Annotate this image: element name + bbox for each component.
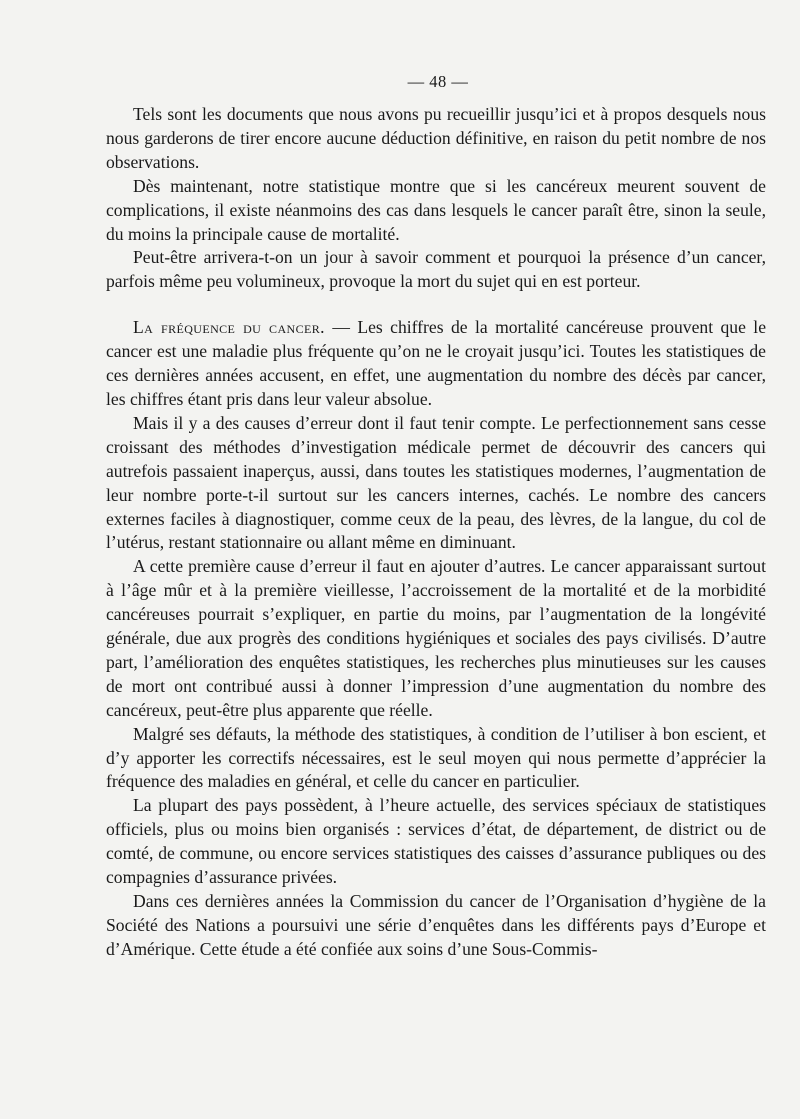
page-number: — 48 —	[407, 72, 469, 91]
section-heading: La fréquence du cancer.	[133, 317, 325, 338]
paragraph: Peut-être arrivera-t-on un jour à savoir comment et pourquoi la présence d’un cancer, parfois même peu volumineux, provoque la mort du sujet qui en est porteur.	[106, 247, 766, 292]
paragraph: Mais il y a des causes d’erreur dont il faut tenir compte. Le perfectionnement sans cesse croissant des méthodes d’investigation médicale permet de découvrir des cancers qui autrefois passaient inaperçus, aussi, dans toutes les statistiques modernes, l’augmentation de leur nombre porte-t-il surtout sur les cancers internes, cachés. Le nombre des cancers externes faciles à diagnostiquer, comme ceux de la peau, des lèvres, de la langue, du col de l’utérus, restant stationnaire ou allant même en diminuant.	[106, 412, 766, 553]
paragraph: Tels sont les documents que nous avons pu recueillir jusqu’ici et à propos desquels nous nous garderons de tirer encore aucune déduction définitive, en raison du petit nombre de nos observations.	[106, 104, 766, 172]
paragraph: La plupart des pays possèdent, à l’heure actuelle, des services spéciaux de statistiques officiels, plus ou moins bien organisés : services d’état, de département, de district ou de comté, de commune, ou encore services statistiques des caisses d’assurance publiques ou des compagnies d’assurance privées.	[106, 795, 766, 888]
paragraph: Dans ces dernières années la Commission du cancer de l’Organisation d’hygiène de la Société des Nations a poursuivi une série d’enquêtes dans les différents pays d’Europe et d’Amérique. Cette étude a été confiée aux soins d’une Sous-Commis-	[106, 891, 766, 959]
paragraph: Malgré ses défauts, la méthode des statistiques, à condition de l’utiliser à bon escient, et d’y apporter les correctifs nécessaires, est le seul moyen qui nous permette d’apprécier la fréquence des maladies en général, et celle du cancer en particulier.	[106, 723, 766, 792]
paragraph: A cette première cause d’erreur il faut en ajouter d’autres. Le cancer apparaissant surtout à l’âge mûr et à la première vieillesse, l’accroissement de la mortalité et de la morbidité cancéreuses pourrait s’expliquer, en partie du moins, par l’augmentation de la longévité générale, due aux progrès des conditions hygiéniques et sociales des pays civilisés. D’autre part, l’amélioration des enquêtes statistiques, les recherches plus minutieuses sur les causes de mort ont contribué aussi à donner l’impression d’une augmentation du nombre des cancéreux, peut-être plus apparente que réelle.	[106, 556, 766, 720]
paragraph: Dès maintenant, notre statistique montre que si les cancéreux meurent souvent de complications, il existe néanmoins des cas dans lesquels le cancer paraît être, sinon la seule, du moins la principale cause de mortalité.	[106, 175, 766, 244]
section-spacer	[106, 294, 766, 316]
section-lead-text: — Les chiffres de la mortalité cancéreuse prouvent que le cancer est une maladie plus fréquente qu’on ne le croyait jusqu’ici. Toutes les statistiques de ces dernières années accusent, en effet, une augmentation du nombre des décès par cancer, les chiffres étant pris dans leur valeur absolue.	[106, 317, 767, 409]
section-lead-paragraph	[106, 316, 766, 412]
